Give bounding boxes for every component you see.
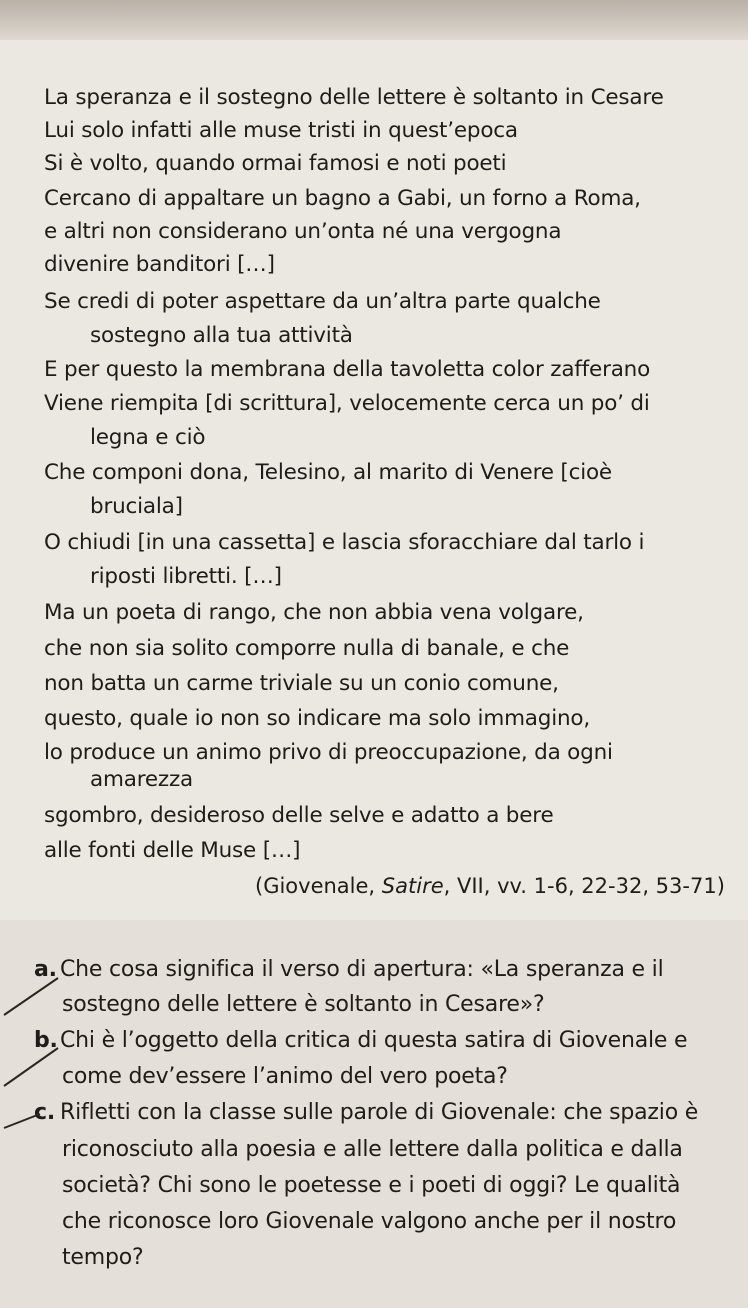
question-c [34, 1100, 698, 1126]
poem-line: lo produce un animo privo di preoccupazione, da ogni [44, 740, 613, 765]
poem-line: E per questo la membrana della tavoletta color zafferano [44, 357, 651, 382]
question-a [34, 957, 663, 983]
question-text: Chi è l’oggetto della critica di questa satira di Giovenale e [60, 1028, 688, 1053]
poem-line: che non sia solito comporre nulla di banale, e che [44, 636, 570, 661]
question-line: società? Chi sono le poetesse e i poeti di oggi? Le qualità [62, 1173, 681, 1198]
poem-line: bruciala] [90, 494, 183, 519]
question-b [34, 1028, 687, 1054]
question-letter: c. [34, 1100, 55, 1125]
poem-line: Lui solo infatti alle muse tristi in quest’epoca [44, 118, 518, 143]
citation-work: Satire [381, 874, 444, 898]
poem-line: amarezza [90, 767, 194, 792]
poem-line: Che componi dona, Telesino, al marito di Venere [cioè [44, 460, 612, 485]
question-letter: a. [34, 957, 57, 982]
poem-line: alle fonti delle Muse […] [44, 838, 301, 863]
poem-line: divenire banditori […] [44, 252, 275, 277]
question-letter: b. [34, 1028, 58, 1053]
question-line: riconosciuto alla poesia e alle lettere dalla politica e dalla [62, 1137, 683, 1162]
question-text: Che cosa significa il verso di apertura: «La speranza e il [60, 957, 664, 982]
question-line: che riconosce loro Giovenale valgono anche per il nostro [62, 1209, 677, 1234]
citation [255, 873, 725, 899]
poem-line: riposti libretti. […] [90, 564, 282, 589]
question-line: tempo? [62, 1245, 144, 1270]
question-line: come dev’essere l’animo del vero poeta? [62, 1064, 508, 1089]
poem-line: Viene riempita [di scrittura], velocemente cerca un po’ di [44, 391, 650, 416]
poem-line: e altri non considerano un’onta né una vergogna [44, 219, 562, 244]
poem-line: non batta un carme triviale su un conio comune, [44, 671, 559, 696]
poem-line: questo, quale io non so indicare ma solo immagino, [44, 706, 591, 731]
citation-author: (Giovenale, [255, 874, 376, 898]
poem-line: Cercano di appaltare un bagno a Gabi, un forno a Roma, [44, 186, 641, 211]
poem-line: O chiudi [in una cassetta] e lascia sforacchiare dal tarlo i [44, 530, 645, 555]
citation-ref: , VII, vv. 1-6, 22-32, 53-71) [443, 874, 725, 898]
poem-line: Si è volto, quando ormai famosi e noti poeti [44, 151, 507, 176]
poem-line: Se credi di poter aspettare da un’altra parte qualche [44, 289, 601, 314]
pen-stroke-a [4, 978, 58, 1015]
poem-line: sgombro, desideroso delle selve e adatto a bere [44, 803, 554, 828]
poem-line: legna e ciò [90, 425, 206, 450]
poem-line: La speranza e il sostegno delle lettere è soltanto in Cesare [44, 85, 664, 110]
question-text: Rifletti con la classe sulle parole di Giovenale: che spazio è [60, 1100, 699, 1125]
poem-line: sostegno alla tua attività [90, 323, 353, 348]
question-line: sostegno delle lettere è soltanto in Cesare»? [62, 992, 545, 1017]
poem-line: Ma un poeta di rango, che non abbia vena volgare, [44, 600, 584, 625]
